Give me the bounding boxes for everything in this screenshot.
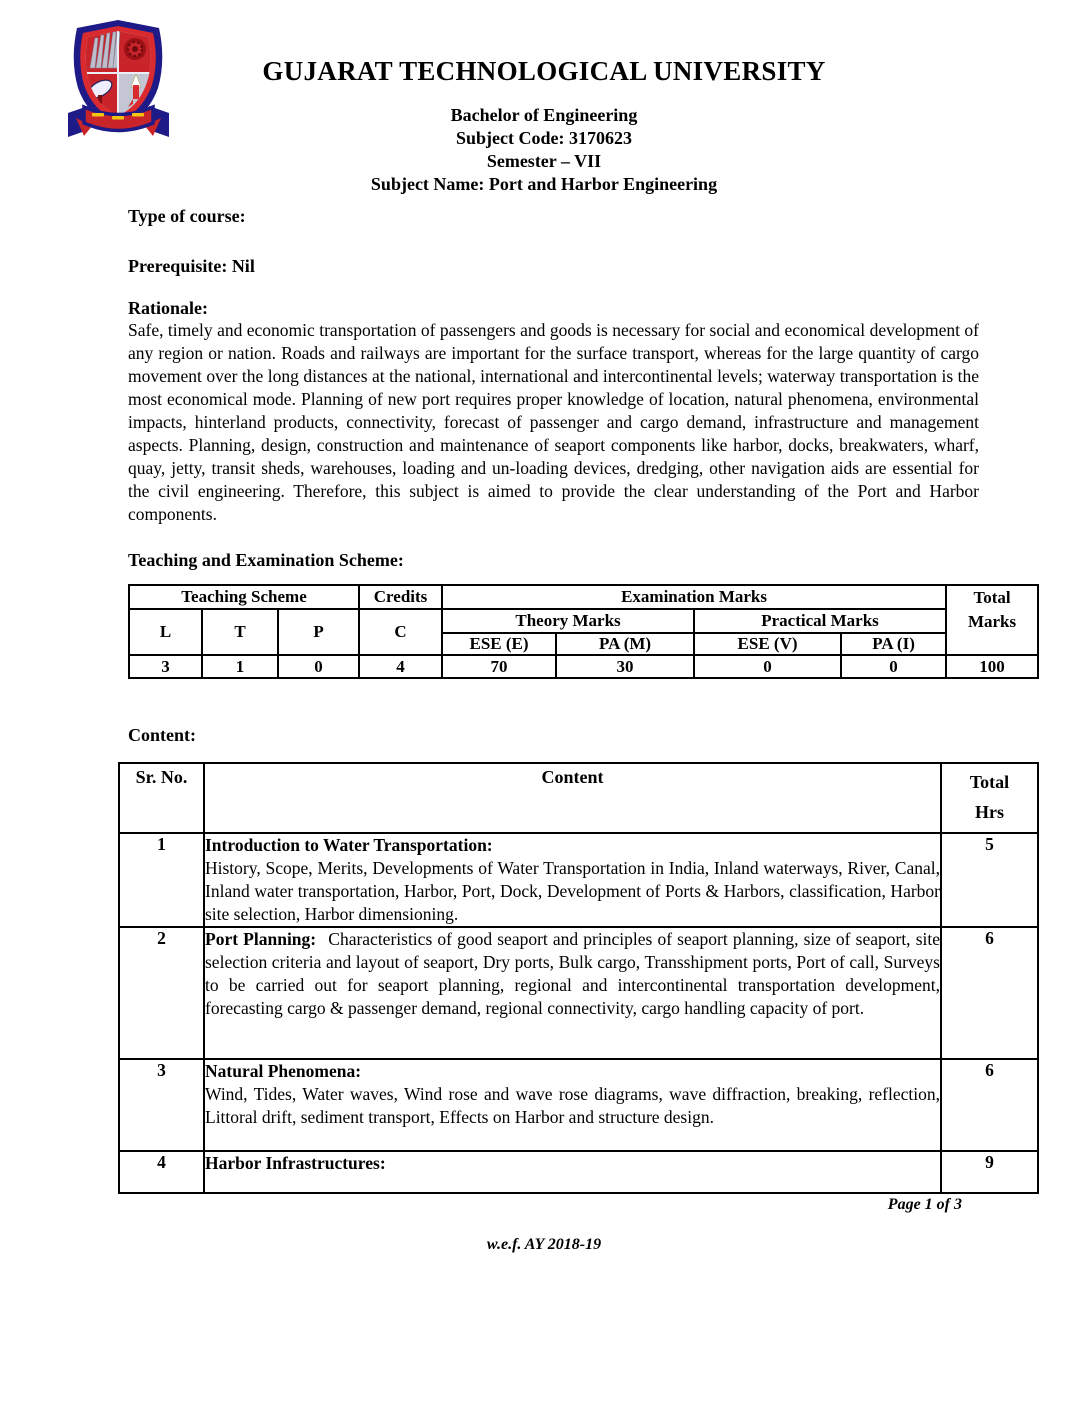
scheme-header-pa-i: PA (I) bbox=[841, 633, 946, 655]
row-title: Port Planning: bbox=[205, 929, 317, 949]
scheme-value-t: 1 bbox=[202, 655, 278, 678]
row-content bbox=[204, 1151, 941, 1193]
row-hours: 6 bbox=[941, 927, 1038, 1059]
shield-icon bbox=[62, 18, 175, 140]
page-title: GUJARAT TECHNOLOGICAL UNIVERSITY bbox=[262, 56, 826, 86]
prerequisite-value: Nil bbox=[231, 256, 255, 276]
row-title: Introduction to Water Transportation: bbox=[205, 835, 493, 855]
university-logo bbox=[62, 18, 175, 140]
row-body: Wind, Tides, Water waves, Wind rose and wave rose diagrams, wave diffraction, breaking, reflection, Littoral drift, sediment transport, Effects on Harbor and structure design. bbox=[205, 1084, 940, 1127]
scheme-value-total: 100 bbox=[946, 655, 1038, 678]
scheme-value-pa-m: 30 bbox=[556, 655, 694, 678]
scheme-value-ese-v: 0 bbox=[694, 655, 841, 678]
type-of-course-label: Type of course: bbox=[128, 206, 246, 226]
subject-name-line: Subject Name: Port and Harbor Engineering bbox=[370, 174, 718, 194]
rationale-label: Rationale: bbox=[128, 298, 208, 318]
prerequisite-label: Prerequisite: bbox=[128, 256, 228, 276]
scheme-value-c: 4 bbox=[359, 655, 442, 678]
semester-line: Semester – VII bbox=[486, 151, 602, 171]
content-header-sr-no: Sr. No. bbox=[119, 763, 204, 833]
effective-date: w.e.f. AY 2018-19 bbox=[486, 1236, 602, 1253]
scheme-header-ese-v: ESE (V) bbox=[694, 633, 841, 655]
page-number: Page 1 of 3 bbox=[887, 1196, 962, 1213]
teaching-examination-scheme-table bbox=[128, 584, 1039, 679]
scheme-header-p: P bbox=[278, 609, 359, 655]
row-body: Characteristics of good seaport and principles of seaport planning, size of seaport, site selection criteria and layout of seaport, Dry ports, Bulk cargo, Transshipment ports, Port of call, Surveys to be carried out for seaport planning, regional and intercontinental transportation development, forecasting cargo & passenger demand, regional connectivity, cargo handling capacity of port. bbox=[205, 929, 940, 1018]
row-sr-no: 4 bbox=[119, 1151, 204, 1193]
row-content bbox=[204, 927, 941, 1059]
row-body: History, Scope, Merits, Developments of Water Transportation in India, Inland waterways, River, Canal, Inland water transportation, Harbor, Port, Dock, Development of Ports & Harbors, classification, Harbor site selection, Harbor dimensioning. bbox=[205, 858, 940, 924]
scheme-header-examination-marks: Examination Marks bbox=[442, 585, 946, 609]
content-table bbox=[118, 762, 1039, 1194]
degree-line: Bachelor of Engineering bbox=[450, 105, 638, 125]
content-row bbox=[119, 927, 1038, 1059]
scheme-value-ese-e: 70 bbox=[442, 655, 556, 678]
content-row bbox=[119, 1059, 1038, 1151]
scheme-value-p: 0 bbox=[278, 655, 359, 678]
rationale-text: Safe, timely and economic transportation of passengers and goods is necessary for social and economical development of any region or nation. Roads and railways are important for the surface transport, whereas for the large quantity of cargo movement over the long distances at the national, international and intercontinental levels; waterway transportation is the most economical mode. Planning of new port requires proper knowledge of location, natural phenomena, environmental impacts, hinterland products, connectivity, forecast of passenger and cargo demand, infrastructure and management aspects. Planning, design, construction and maintenance of seaport components like harbor, docks, breakwaters, wharf, quay, jetty, transit sheds, warehouses, loading and un-loading devices, dredging, other navigation aids are essential for the civil engineering. Therefore, this subject is aimed to provide the clear understanding of the Port and Harbor components. bbox=[128, 320, 979, 524]
scheme-header-ese-e: ESE (E) bbox=[442, 633, 556, 655]
row-sr-no: 1 bbox=[119, 833, 204, 927]
scheme-header-theory-marks: Theory Marks bbox=[442, 609, 694, 633]
scheme-header-practical-marks: Practical Marks bbox=[694, 609, 946, 633]
scheme-header-t: T bbox=[202, 609, 278, 655]
content-header-total-hrs: Total Hrs bbox=[941, 763, 1038, 833]
content-header-content: Content bbox=[204, 763, 941, 833]
row-hours: 6 bbox=[941, 1059, 1038, 1151]
content-row bbox=[119, 833, 1038, 927]
row-content bbox=[204, 1059, 941, 1151]
scheme-value-pa-i: 0 bbox=[841, 655, 946, 678]
teaching-scheme-label: Teaching and Examination Scheme: bbox=[128, 550, 404, 570]
row-hours: 5 bbox=[941, 833, 1038, 927]
prerequisite-line bbox=[128, 256, 1088, 277]
row-hours: 9 bbox=[941, 1151, 1038, 1193]
row-title: Natural Phenomena: bbox=[205, 1061, 362, 1081]
row-sr-no: 3 bbox=[119, 1059, 204, 1151]
subject-code-line: Subject Code: 3170623 bbox=[456, 128, 632, 148]
content-row bbox=[119, 1151, 1038, 1193]
row-sr-no: 2 bbox=[119, 927, 204, 1059]
row-content bbox=[204, 833, 941, 927]
scheme-header-teaching-scheme: Teaching Scheme bbox=[129, 585, 359, 609]
content-label: Content: bbox=[128, 725, 196, 745]
scheme-header-credits: Credits bbox=[359, 585, 442, 609]
scheme-header-total-marks: Total Marks bbox=[946, 585, 1038, 655]
scheme-header-c: C bbox=[359, 609, 442, 655]
scheme-value-l: 3 bbox=[129, 655, 202, 678]
scheme-header-pa-m: PA (M) bbox=[556, 633, 694, 655]
scheme-header-l: L bbox=[129, 609, 202, 655]
row-title: Harbor Infrastructures: bbox=[205, 1153, 386, 1173]
